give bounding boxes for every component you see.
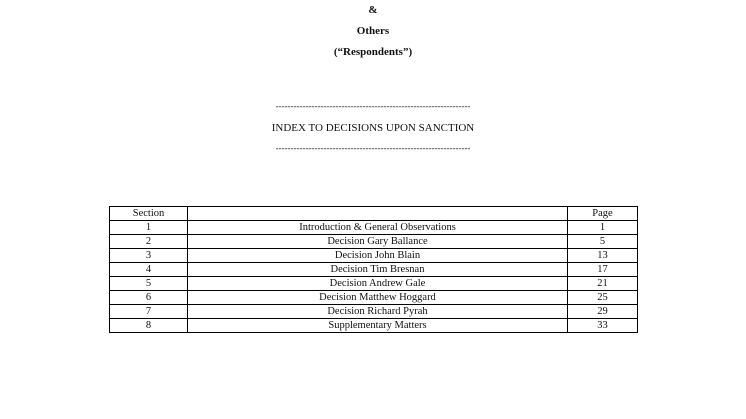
page-number: 21: [568, 277, 638, 291]
section-title: Decision Tim Bresnan: [188, 263, 568, 277]
page-number: 29: [568, 305, 638, 319]
page-number: 25: [568, 291, 638, 305]
top-divider-rule: -----------------------------------------------------------------: [275, 101, 471, 111]
section-number: 1: [110, 221, 188, 235]
page-number: 5: [568, 235, 638, 249]
section-title: Introduction & General Observations: [188, 221, 568, 235]
page-column-header: Page: [568, 207, 638, 221]
table-row: [110, 319, 638, 333]
section-title: Decision Gary Ballance: [188, 235, 568, 249]
section-number: 3: [110, 249, 188, 263]
table-row: [110, 305, 638, 319]
bottom-divider-rule: -----------------------------------------------------------------: [275, 143, 471, 153]
section-title: Supplementary Matters: [188, 319, 568, 333]
section-title: Decision Andrew Gale: [188, 277, 568, 291]
section-number: 8: [110, 319, 188, 333]
title-column-header: [188, 207, 568, 221]
page-number: 13: [568, 249, 638, 263]
table-row: [110, 291, 638, 305]
section-title: Decision John Blain: [188, 249, 568, 263]
page-number: 1: [568, 221, 638, 235]
section-number: 6: [110, 291, 188, 305]
section-number: 5: [110, 277, 188, 291]
respondents-label: (“Respondents”): [333, 46, 413, 58]
table-header-row: [110, 207, 638, 221]
section-number: 4: [110, 263, 188, 277]
table-row: [110, 249, 638, 263]
table-row: [110, 221, 638, 235]
index-table: [109, 206, 638, 333]
table-row: [110, 263, 638, 277]
section-title: Decision Matthew Hoggard: [188, 291, 568, 305]
page-number: 33: [568, 319, 638, 333]
others-heading: Others: [356, 25, 390, 37]
index-title: INDEX TO DECISIONS UPON SANCTION: [271, 122, 475, 134]
table-row: [110, 235, 638, 249]
table-row: [110, 277, 638, 291]
section-number: 7: [110, 305, 188, 319]
section-column-header: Section: [110, 207, 188, 221]
section-title: Decision Richard Pyrah: [188, 305, 568, 319]
ampersand-line: &: [368, 4, 378, 16]
section-number: 2: [110, 235, 188, 249]
page-number: 17: [568, 263, 638, 277]
